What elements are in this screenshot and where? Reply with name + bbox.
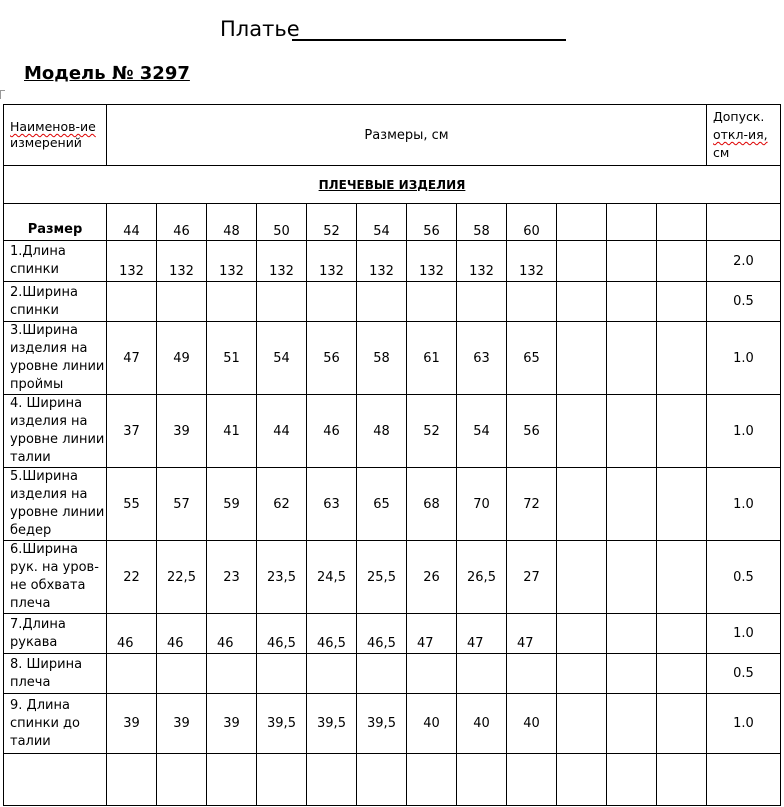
measurement-value: 26 bbox=[407, 541, 457, 614]
measurement-value bbox=[557, 322, 607, 395]
tolerance-value: 0.5 bbox=[707, 282, 781, 322]
measurement-value bbox=[407, 654, 457, 694]
size-value: 44 bbox=[107, 204, 157, 241]
measurement-value: 39,5 bbox=[257, 694, 307, 754]
empty-row bbox=[4, 754, 781, 806]
measurement-value: 70 bbox=[457, 468, 507, 541]
measurement-name-line: уровне линии bbox=[10, 432, 105, 447]
measurement-value: 46 bbox=[157, 614, 207, 654]
measurement-value bbox=[457, 654, 507, 694]
measurement-value bbox=[507, 654, 557, 694]
empty-cell bbox=[207, 754, 257, 806]
tolerance-value: 1.0 bbox=[707, 614, 781, 654]
measurement-value: 47 bbox=[407, 614, 457, 654]
measurement-name-line: проймы bbox=[10, 377, 64, 392]
measurement-name-line: уровне линии bbox=[10, 505, 105, 520]
measurement-value bbox=[257, 654, 307, 694]
header-sizes: Размеры, см bbox=[107, 105, 707, 166]
measurement-value: 27 bbox=[507, 541, 557, 614]
size-value: 46 bbox=[157, 204, 207, 241]
measurement-value: 46 bbox=[107, 614, 157, 654]
empty-cell bbox=[307, 754, 357, 806]
measurement-row bbox=[4, 282, 781, 322]
measurement-value: 41 bbox=[207, 395, 257, 468]
measurement-value: 132 bbox=[107, 241, 157, 282]
measurement-row bbox=[4, 468, 781, 541]
measurement-value bbox=[257, 282, 307, 322]
empty-cell bbox=[357, 754, 407, 806]
measurement-name-line: 9. Длина bbox=[10, 697, 70, 713]
tolerance-value: 1.0 bbox=[707, 468, 781, 541]
measurement-value: 46 bbox=[207, 614, 257, 654]
measurement-name-line: 3.Ширина bbox=[10, 323, 78, 338]
measurement-value bbox=[607, 468, 657, 541]
tolerance-value: 1.0 bbox=[707, 322, 781, 395]
measurement-value: 39 bbox=[157, 694, 207, 754]
measurement-value bbox=[557, 654, 607, 694]
measurement-value: 46,5 bbox=[257, 614, 307, 654]
measurement-value: 47 bbox=[457, 614, 507, 654]
measurement-value bbox=[207, 654, 257, 694]
measurement-value: 132 bbox=[507, 241, 557, 282]
measurement-value: 46 bbox=[307, 395, 357, 468]
measurement-name bbox=[4, 468, 107, 541]
model-number: Модель № 3297 bbox=[24, 63, 190, 84]
header-tol-line: Допуск. bbox=[713, 109, 765, 124]
measurement-value: 40 bbox=[407, 694, 457, 754]
measurement-value: 47 bbox=[507, 614, 557, 654]
measurement-value: 63 bbox=[307, 468, 357, 541]
measurement-row bbox=[4, 541, 781, 614]
header-measurement-name bbox=[4, 105, 107, 166]
empty-cell bbox=[257, 754, 307, 806]
measurements-table bbox=[3, 104, 781, 806]
measurement-name-line: уровне линии bbox=[10, 359, 105, 374]
measurement-value bbox=[607, 694, 657, 754]
empty-cell bbox=[4, 754, 107, 806]
size-tolerance-empty bbox=[707, 204, 781, 241]
measurement-value bbox=[357, 654, 407, 694]
measurement-name-line: изделия на bbox=[10, 341, 88, 356]
header-tolerance bbox=[707, 105, 781, 166]
measurement-value: 39,5 bbox=[307, 694, 357, 754]
header-tol-line: см bbox=[713, 145, 730, 160]
measurement-name bbox=[4, 282, 107, 322]
measurement-value: 55 bbox=[107, 468, 157, 541]
size-value: 58 bbox=[457, 204, 507, 241]
measurement-value: 39,5 bbox=[357, 694, 407, 754]
measurement-name bbox=[4, 322, 107, 395]
measurement-value bbox=[657, 541, 707, 614]
measurement-value: 37 bbox=[107, 395, 157, 468]
size-value: 60 bbox=[507, 204, 557, 241]
measurement-value bbox=[307, 282, 357, 322]
measurement-value bbox=[107, 654, 157, 694]
size-value: 48 bbox=[207, 204, 257, 241]
measurement-value bbox=[557, 614, 607, 654]
size-value bbox=[657, 204, 707, 241]
measurement-name-line: 7.Длина bbox=[10, 616, 66, 632]
measurement-value: 47 bbox=[107, 322, 157, 395]
measurement-value: 24,5 bbox=[307, 541, 357, 614]
measurement-value bbox=[557, 541, 607, 614]
measurement-value: 39 bbox=[107, 694, 157, 754]
measurement-name-line: 6.Ширина bbox=[10, 542, 78, 557]
measurement-value: 132 bbox=[357, 241, 407, 282]
size-value: 52 bbox=[307, 204, 357, 241]
measurement-value: 59 bbox=[207, 468, 257, 541]
section-row bbox=[4, 166, 781, 204]
measurement-value: 61 bbox=[407, 322, 457, 395]
measurement-name-line: плеча bbox=[10, 674, 51, 690]
measurement-value bbox=[657, 241, 707, 282]
measurement-value bbox=[657, 614, 707, 654]
measurement-value: 46,5 bbox=[357, 614, 407, 654]
measurement-name bbox=[4, 395, 107, 468]
measurement-value bbox=[657, 468, 707, 541]
measurement-value: 23,5 bbox=[257, 541, 307, 614]
measurement-value bbox=[207, 282, 257, 322]
measurement-value: 132 bbox=[407, 241, 457, 282]
measurement-value: 51 bbox=[207, 322, 257, 395]
measurement-value: 68 bbox=[407, 468, 457, 541]
measurement-value: 44 bbox=[257, 395, 307, 468]
measurement-value bbox=[107, 282, 157, 322]
measurement-name bbox=[4, 241, 107, 282]
measurement-value: 22,5 bbox=[157, 541, 207, 614]
measurement-value: 52 bbox=[407, 395, 457, 468]
header-label-line: Наименов-ие bbox=[10, 119, 96, 134]
measurement-name-line: спинки bbox=[10, 262, 59, 277]
empty-cell bbox=[157, 754, 207, 806]
tolerance-value: 0.5 bbox=[707, 541, 781, 614]
measurement-name-line: рукава bbox=[10, 634, 58, 650]
measurement-value bbox=[557, 468, 607, 541]
measurement-value: 132 bbox=[257, 241, 307, 282]
measurement-value bbox=[307, 654, 357, 694]
measurement-name bbox=[4, 694, 107, 754]
header-tol-line: откл-ия, bbox=[713, 127, 768, 142]
empty-cell bbox=[107, 754, 157, 806]
measurement-value: 25,5 bbox=[357, 541, 407, 614]
measurement-value: 40 bbox=[457, 694, 507, 754]
measurement-name-line: талии bbox=[10, 733, 51, 749]
measurement-value: 54 bbox=[457, 395, 507, 468]
measurement-value bbox=[607, 614, 657, 654]
measurement-row bbox=[4, 614, 781, 654]
measurement-name-line: плеча bbox=[10, 596, 51, 611]
measurement-value bbox=[557, 395, 607, 468]
measurement-value bbox=[357, 282, 407, 322]
tolerance-value: 1.0 bbox=[707, 694, 781, 754]
measurement-value bbox=[657, 654, 707, 694]
size-label: Размер bbox=[4, 204, 107, 241]
empty-cell bbox=[557, 754, 607, 806]
measurement-value: 23 bbox=[207, 541, 257, 614]
document-title: Платье bbox=[220, 17, 300, 41]
empty-cell bbox=[607, 754, 657, 806]
measurement-value: 56 bbox=[307, 322, 357, 395]
measurement-row bbox=[4, 654, 781, 694]
measurement-value: 26,5 bbox=[457, 541, 507, 614]
measurement-value: 58 bbox=[357, 322, 407, 395]
measurement-value: 40 bbox=[507, 694, 557, 754]
measurement-row bbox=[4, 241, 781, 282]
empty-cell bbox=[457, 754, 507, 806]
empty-cell bbox=[507, 754, 557, 806]
measurement-name-line: 2.Ширина bbox=[10, 284, 78, 300]
measurement-value bbox=[657, 282, 707, 322]
tolerance-value: 2.0 bbox=[707, 241, 781, 282]
measurement-value: 56 bbox=[507, 395, 557, 468]
size-value: 56 bbox=[407, 204, 457, 241]
measurement-name-line: бедер bbox=[10, 523, 52, 538]
measurement-name bbox=[4, 654, 107, 694]
measurement-value: 48 bbox=[357, 395, 407, 468]
measurement-name bbox=[4, 614, 107, 654]
header-label-line: измерений bbox=[10, 135, 82, 150]
measurement-value: 63 bbox=[457, 322, 507, 395]
measurement-name-line: 5.Ширина bbox=[10, 469, 78, 484]
measurement-value bbox=[507, 282, 557, 322]
measurement-name-line: спинки bbox=[10, 302, 59, 318]
measurement-value bbox=[157, 282, 207, 322]
measurement-value bbox=[607, 241, 657, 282]
empty-cell bbox=[707, 754, 781, 806]
measurement-value: 39 bbox=[207, 694, 257, 754]
measurement-name-line: 4. Ширина bbox=[10, 396, 83, 411]
measurement-value bbox=[157, 654, 207, 694]
measurement-name-line: изделия на bbox=[10, 487, 88, 502]
header-row bbox=[4, 105, 781, 166]
measurement-value bbox=[657, 694, 707, 754]
measurement-value: 132 bbox=[457, 241, 507, 282]
measurement-value bbox=[607, 654, 657, 694]
table-anchor-mark bbox=[0, 90, 5, 99]
measurement-name bbox=[4, 541, 107, 614]
section-title: ПЛЕЧЕВЫЕ ИЗДЕЛИЯ bbox=[4, 166, 781, 204]
measurement-value: 39 bbox=[157, 395, 207, 468]
measurement-value bbox=[557, 282, 607, 322]
measurement-value: 132 bbox=[157, 241, 207, 282]
measurement-name-line: спинки до bbox=[10, 715, 80, 731]
measurement-value bbox=[407, 282, 457, 322]
measurement-name-line: не обхвата bbox=[10, 578, 86, 593]
measurement-value bbox=[557, 241, 607, 282]
measurement-value: 132 bbox=[307, 241, 357, 282]
measurement-value bbox=[657, 322, 707, 395]
measurement-value bbox=[657, 395, 707, 468]
measurement-value: 46,5 bbox=[307, 614, 357, 654]
measurement-value: 49 bbox=[157, 322, 207, 395]
measurement-row bbox=[4, 395, 781, 468]
measurement-name-line: рук. на уров- bbox=[10, 560, 99, 575]
measurement-value bbox=[607, 541, 657, 614]
measurement-value bbox=[457, 282, 507, 322]
measurement-value bbox=[607, 282, 657, 322]
measurement-value bbox=[557, 694, 607, 754]
tolerance-value: 0.5 bbox=[707, 654, 781, 694]
measurement-value: 57 bbox=[157, 468, 207, 541]
measurement-value: 62 bbox=[257, 468, 307, 541]
measurement-value: 132 bbox=[207, 241, 257, 282]
size-value: 54 bbox=[357, 204, 407, 241]
measurement-row bbox=[4, 322, 781, 395]
measurement-value bbox=[607, 395, 657, 468]
empty-cell bbox=[407, 754, 457, 806]
size-value bbox=[557, 204, 607, 241]
size-value bbox=[607, 204, 657, 241]
measurement-value bbox=[607, 322, 657, 395]
title-underline bbox=[292, 39, 566, 41]
measurement-value: 65 bbox=[507, 322, 557, 395]
size-row bbox=[4, 204, 781, 241]
measurement-value: 22 bbox=[107, 541, 157, 614]
measurement-name-line: 1.Длина bbox=[10, 244, 66, 259]
empty-cell bbox=[657, 754, 707, 806]
measurement-name-line: изделия на bbox=[10, 414, 88, 429]
tolerance-value: 1.0 bbox=[707, 395, 781, 468]
measurement-row bbox=[4, 694, 781, 754]
measurement-value: 54 bbox=[257, 322, 307, 395]
measurement-name-line: талии bbox=[10, 450, 51, 465]
size-value: 50 bbox=[257, 204, 307, 241]
measurement-value: 65 bbox=[357, 468, 407, 541]
measurement-name-line: 8. Ширина bbox=[10, 656, 83, 672]
measurement-value: 72 bbox=[507, 468, 557, 541]
